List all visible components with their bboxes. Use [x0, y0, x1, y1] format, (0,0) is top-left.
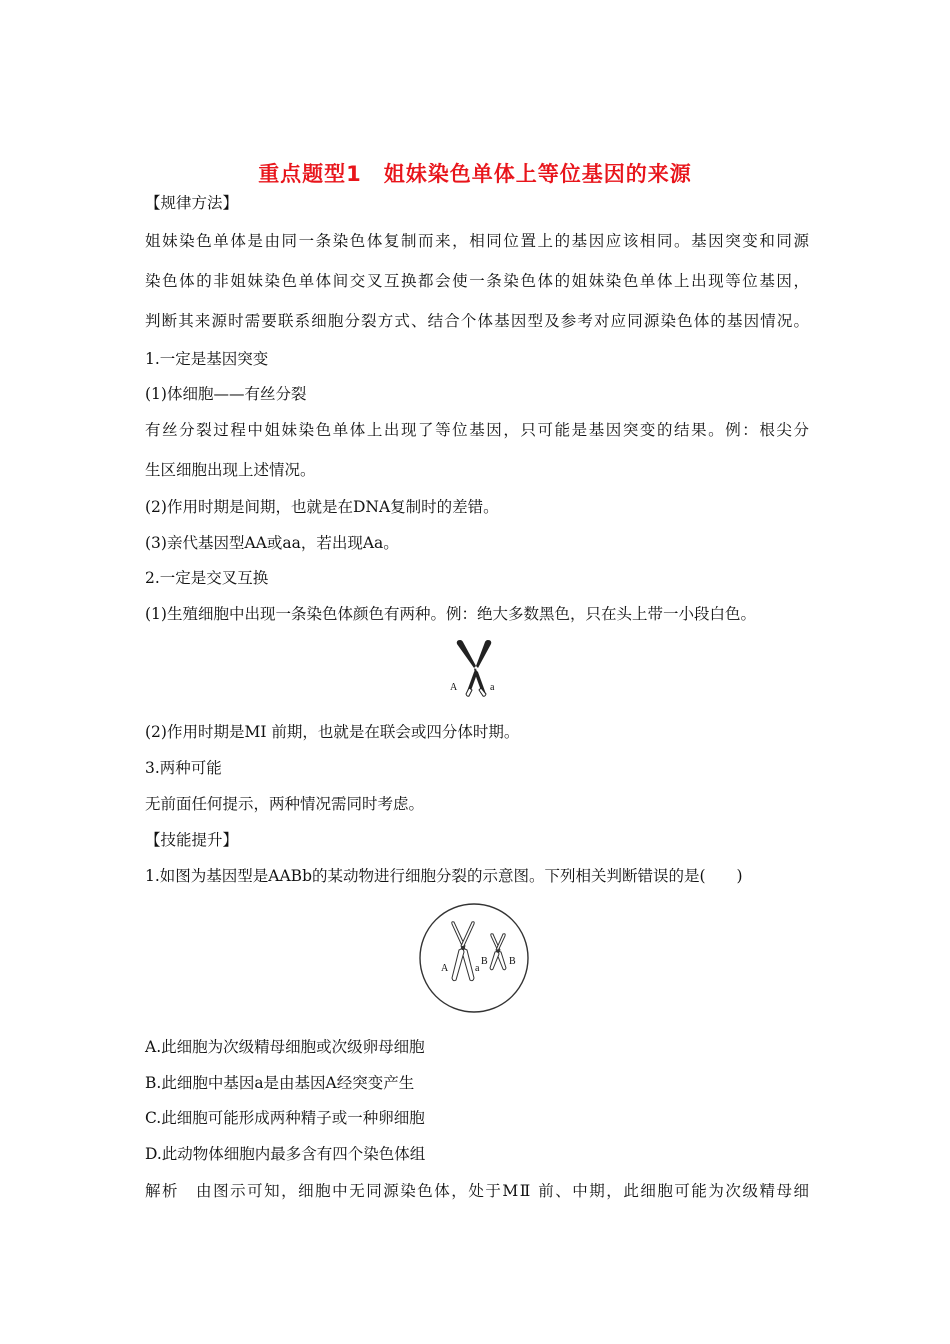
heading-2: 2.一定是交叉互换 — [145, 569, 269, 587]
paragraph-line: 无前面任何提示，两种情况需同时考虑。 — [145, 795, 425, 813]
subheading: (1)体细胞——有丝分裂 — [145, 385, 307, 403]
gene-label-a: a — [475, 963, 480, 974]
gene-label-B-left: B — [481, 956, 488, 967]
option-c: C.此细胞可能形成两种精子或一种卵细胞 — [145, 1109, 425, 1127]
subheading: (2)作用时期是间期，也就是在DNA复制时的差错。 — [145, 498, 499, 516]
page-title: 重点题型1 姐妹染色单体上等位基因的来源 — [258, 162, 692, 186]
paragraph-line: 判断其来源时需要联系细胞分裂方式、结合个体基因型及参考对应同源染色体的基因情况。 — [145, 312, 809, 330]
subheading: (3)亲代基因型AA或aa，若出现Aa。 — [145, 534, 399, 552]
chromatid-right — [466, 640, 491, 696]
chromosome-figure — [448, 638, 504, 700]
method-header: 【规律方法】 — [145, 194, 239, 212]
paragraph-line: 有丝分裂过程中姐妹染色单体上出现了等位基因，只可能是基因突变的结果。例：根尖分 — [145, 421, 809, 439]
gene-label-A: A — [441, 963, 449, 974]
gene-label-a: a — [490, 682, 495, 693]
heading-3: 3.两种可能 — [145, 759, 222, 777]
option-d: D.此动物体细胞内最多含有四个染色体组 — [145, 1145, 426, 1163]
subheading: (1)生殖细胞中出现一条染色体颜色有两种。例：绝大多数黑色，只在头上带一小段白色。 — [145, 605, 756, 623]
cell-division-figure — [418, 902, 530, 1014]
paragraph-line: 姐妹染色单体是由同一条染色体复制而来，相同位置上的基因应该相同。基因突变和同源 — [145, 232, 809, 250]
paragraph-line: 生区细胞出现上述情况。 — [145, 461, 316, 479]
paragraph-line: 染色体的非姐妹染色单体间交叉互换都会使一条染色体的姐妹染色单体上出现等位基因， — [145, 272, 809, 290]
skill-header: 【技能提升】 — [145, 831, 239, 849]
heading-1: 1.一定是基因突变 — [145, 350, 269, 368]
question-1: 1.如图为基因型是AABb的某动物进行细胞分裂的示意图。下列相关判断错误的是( ) — [145, 867, 743, 885]
analysis-line: 解析 由图示可知，细胞中无同源染色体，处于MⅡ 前、中期，此细胞可能为次级精母细 — [145, 1182, 809, 1200]
option-b: B.此细胞中基因a是由基因A经突变产生 — [145, 1074, 415, 1092]
subheading: (2)作用时期是MⅠ 前期，也就是在联会或四分体时期。 — [145, 723, 520, 741]
gene-label-A: A — [450, 682, 458, 693]
gene-label-B-right: B — [509, 956, 516, 967]
option-a: A.此细胞为次级精母细胞或次级卵母细胞 — [145, 1038, 425, 1056]
